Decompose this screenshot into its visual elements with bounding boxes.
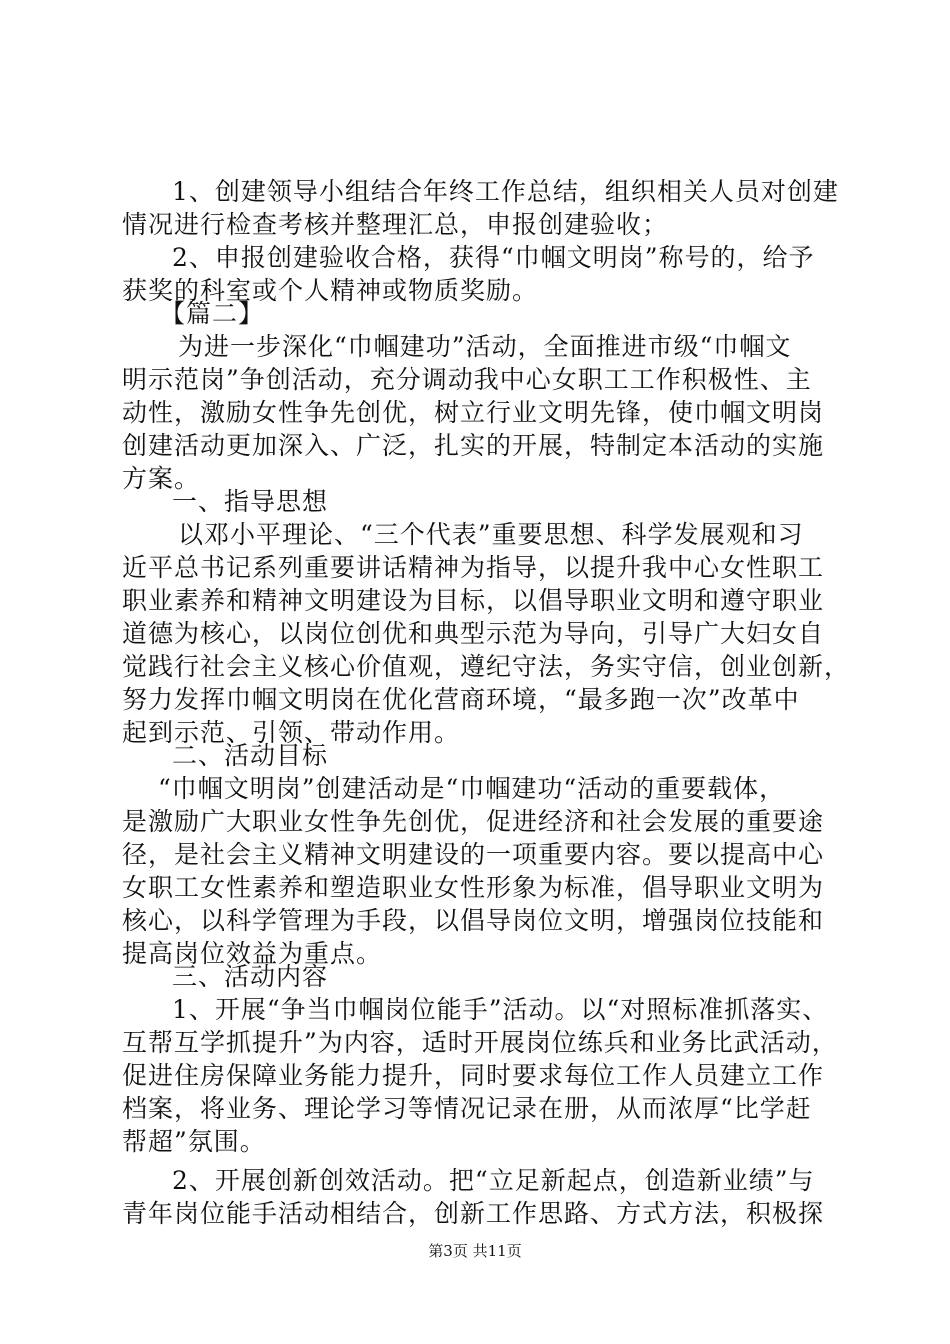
text-line: 创建活动更加深入、广泛，扎实的开展，特制定本活动的实施 (122, 431, 825, 460)
section-heading: 三、活动内容 (172, 962, 329, 991)
text-line: 努力发挥巾帼文明岗在优化营商环境，“最多跑一次”改革中 (122, 685, 800, 714)
section-heading: 二、活动目标 (172, 741, 329, 770)
text-line: 径，是社会主义精神文明建设的一项重要内容。要以提高中心 (122, 840, 825, 869)
text-line: 近平总书记系列重要讲话精神为指导，以提升我中心女性职工 (122, 553, 825, 582)
text-line: 以邓小平理论、“三个代表”重要思想、科学发展观和习 (178, 520, 804, 549)
text-line: 2、开展创新创效活动。把“立足新起点，创造新业绩”与 (172, 1166, 815, 1195)
text-line: 1、开展“争当巾帼岗位能手”活动。以“对照标准抓落实、 (172, 995, 829, 1024)
text-line: 1、创建领导小组结合年终工作总结，组织相关人员对创建 (172, 177, 839, 206)
text-line: 为进一步深化“巾帼建功”活动，全面推进市级“巾帼文 (178, 332, 792, 361)
section-heading: 一、指导思想 (172, 487, 329, 516)
text-line: 档案，将业务、理论学习等情况记录在册，从而浓厚“比学赶 (122, 1094, 812, 1123)
text-line: 起到示范、引领、带动作用。 (122, 718, 461, 747)
text-line: 方案。 (122, 464, 201, 493)
text-line: 觉践行社会主义核心价值观，遵纪守法，务实守信，创业创新， (122, 652, 851, 681)
text-line: 核心，以科学管理为手段，以倡导岗位文明，增强岗位技能和 (122, 906, 825, 935)
text-line: 道德为核心，以岗位创优和典型示范为导向，引导广大妇女自 (122, 619, 825, 648)
text-line: 帮超”氛围。 (122, 1127, 266, 1156)
text-line: “巾帼文明岗”创建活动是“巾帼建功“活动的重要载体， (158, 774, 786, 803)
text-line: 促进住房保障业务能力提升，同时要求每位工作人员建立工作 (122, 1061, 825, 1090)
text-line: 互帮互学抓提升”为内容，适时开展岗位练兵和业务比武活动， (122, 1028, 838, 1057)
text-line: 明示范岗”争创活动，充分调动我中心女职工工作积极性、主 (122, 365, 812, 394)
text-line: 青年岗位能手活动相结合，创新工作思路、方式方法，积极探 (122, 1199, 825, 1228)
text-line: 2、申报创建验收合格，获得“巾帼文明岗”称号的，给予 (172, 243, 815, 272)
section-heading: 【篇二】 (160, 299, 265, 328)
text-line: 获奖的科室或个人精神或物质奖励。 (122, 276, 539, 305)
text-line: 是激励广大职业女性争先创优，促进经济和社会发展的重要途 (122, 807, 825, 836)
page-footer: 第3页 共11页 (428, 1242, 522, 1260)
text-line: 女职工女性素养和塑造职业女性形象为标准，倡导职业文明为 (122, 873, 825, 902)
text-line: 动性，激励女性争先创优，树立行业文明先锋，使巾帼文明岗 (122, 398, 825, 427)
text-line: 职业素养和精神文明建设为目标，以倡导职业文明和遵守职业 (122, 586, 825, 615)
text-line: 情况进行检查考核并整理汇总，申报创建验收； (122, 210, 669, 239)
text-line: 提高岗位效益为重点。 (122, 939, 383, 968)
